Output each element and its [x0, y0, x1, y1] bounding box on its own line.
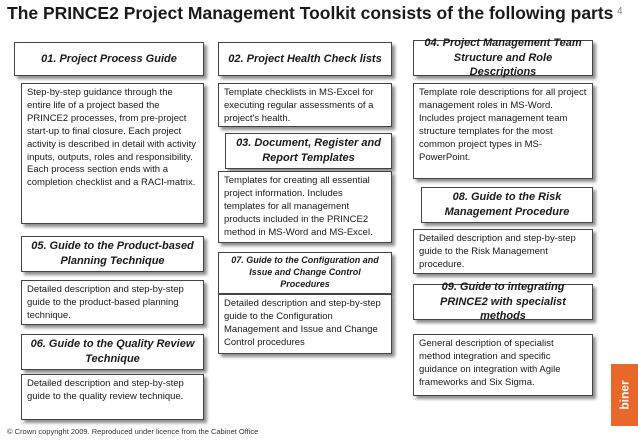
section-05-description: Detailed description and step-by-step guide to the product-based planning technique. [21, 280, 204, 325]
section-02-heading: 02. Project Health Check lists [218, 42, 392, 76]
section-09-heading: 09. Guide to integrating PRINCE2 with specialist methods [413, 284, 593, 320]
section-03-description: Templates for creating all essential project information. Includes templates for all management products included in the PRINCE2 method in MS-Word and MS-Excel. [218, 171, 392, 243]
page-number: 4 [617, 6, 623, 17]
section-02-description: Template checklists in MS-Excel for executing regular assessments of a project's health. [218, 83, 392, 127]
section-07-description: Detailed description and step-by-step guide to the Configuration Management and Issue and Change Control procedures [218, 294, 392, 354]
brand-logo [611, 364, 638, 426]
section-08-heading: 08. Guide to the Risk Management Procedure [421, 187, 593, 223]
section-05-heading: 05. Guide to the Product-based Planning Technique [21, 236, 204, 272]
logo-text: biner [617, 380, 632, 410]
section-04-heading: 04. Project Management Team Structure and Role Descriptions [413, 40, 593, 76]
section-07-heading: 07. Guide to the Configuration and Issue and Change Control Procedures [218, 252, 392, 294]
section-06-description: Detailed description and step-by-step guide to the quality review technique. [21, 374, 204, 420]
section-01-description: Step-by-step guidance through the entire life of a project based the PRINCE2 processes, from pre-project start-up to final closure. Each project activity is described in detail with activity inputs, outputs, roles and responsibility. Each process section ends with a completion checklist and a RACI-matrix. [21, 83, 204, 224]
section-03-heading: 03. Document, Register and Report Templates [225, 133, 392, 169]
section-08-description: Detailed description and step-by-step guide to the Risk Management procedure. [413, 229, 593, 274]
section-06-heading: 06. Guide to the Quality Review Technique [21, 334, 204, 370]
section-09-description: General description of specialist method integration and specific guidance on integration with Agile frameworks and Six Sigma. [413, 334, 593, 396]
copyright-footer: © Crown copyright 2009. Reproduced under licence from the Cabinet Office [7, 427, 259, 436]
section-01-heading: 01. Project Process Guide [14, 42, 204, 76]
page-title: The PRINCE2 Project Management Toolkit consists of the following parts [7, 3, 614, 23]
section-04-description: Template role descriptions for all project management roles in MS-Word. Includes project management team structure templates for the most common project types in MS-PowerPoint. [413, 83, 593, 179]
